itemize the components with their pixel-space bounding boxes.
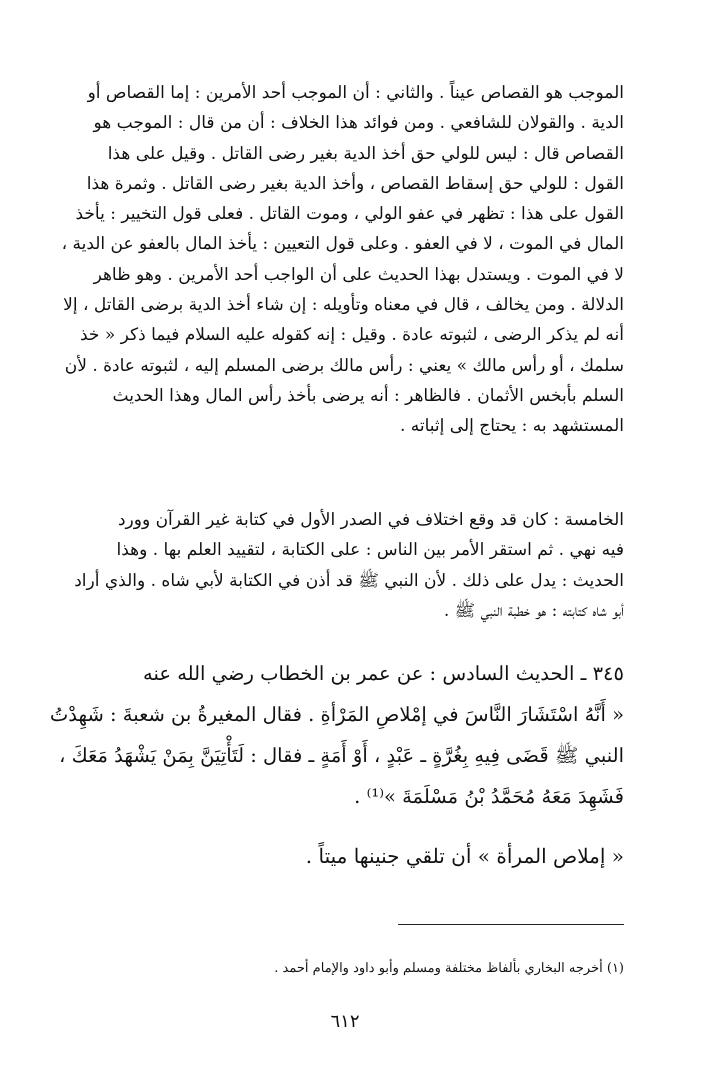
footnote-line: (١) أخرجه البخاري بألفاظ مختلفة ومسلم وأبو داود والإمام أحمد . (274, 961, 624, 976)
text-line: المال في الموت ، لا في العفو . وعلى قول التعيين : يأخذ المال بالعفو عن الدية ، (61, 234, 624, 255)
text-line: أبو شاه كتابته : هو خطبة النبي ﷺ . (443, 600, 624, 621)
gloss-paragraph (48, 836, 624, 876)
text-line: الموجب هو القصاص عيناً . والثاني : أن الموجب أحد الأمرين : إما القصاص أو (87, 83, 624, 103)
text-line: سلمك ، أو رأس مالك » يعني : رأس مالك برضى المسلم إليه ، لثبوته عادة . لأن (64, 355, 624, 376)
text-line: القول : للولي حق إسقاط القصاص ، وأخذ الدية بغير رضى القاتل . وثمرة هذا (86, 173, 624, 194)
footnote-divider (398, 924, 624, 925)
text-line: القصاص قال : ليس للولي حق أخذ الدية بغير رضى القاتل . وقيل على هذا (107, 143, 624, 164)
text-line: الدلالة . ومن يخالف ، قال في معناه وتأويله : إن شاء أخذ الدية برضى القاتل ، إلا (63, 295, 624, 316)
gloss-line: « إملاص المرأة » أن تلقي جنينها ميتاً . (305, 844, 624, 868)
text-line: المستشهد به : يحتاج إلى إثباته . (399, 416, 624, 437)
text-line: لا في الموت . ويستدل بهذا الحديث على أن الواجب أحد الأمرين . وهو ظاهر (93, 264, 624, 285)
page-number: ٦١٢ (330, 1011, 360, 1032)
text-line: أنه لم يذكر الرضى ، لثبوته عادة . وقيل : إنه كقوله عليه السلام فيما ذكر « خذ (80, 325, 624, 346)
text-line: القول على هذا : تظهر في عفو الولي ، وموت القاتل . فعلى قول التخيير : يأخذ (75, 204, 624, 225)
hadith-heading: ٣٤٥ ـ الحديث السادس : عن عمر بن الخطاب رضي الله عنه (143, 662, 624, 685)
hadith-text-line: « أَنَّهُ اسْتَشَارَ النَّاسَ في إمْلاصِ المَرْأةِ . فقال المغيرةُ بن شعبةَ : شَهِدْتُ (49, 703, 624, 726)
hadith-345 (48, 653, 624, 817)
text-line: فيه نهي . ثم استقر الأمر بين الناس : على الكتابة ، لتقييد العلم بها . وهذا (116, 540, 624, 561)
hadith-text-line: النبي ﷺ قَضَى فِيهِ بِغُرَّةٍ ـ عَبْدٍ ، أَوْ أَمَةٍ ـ فقال : لَتَأْتِيَنَّ بِمَنْ يَشْهَدُ مَعَكَ ، (59, 744, 624, 767)
text-line: الخامسة : كان قد وقع اختلاف في الصدر الأول في كتابة غير القرآن وورد (117, 510, 624, 530)
commentary-paragraph (48, 78, 624, 442)
footnote (48, 958, 624, 980)
hadith-text-line: فَشَهِدَ مَعَهُ مُحَمَّدُ بْنُ مَسْلَمَةَ »⁽¹⁾ . (354, 785, 624, 808)
text-line: الحديث : يدل على ذلك . لأن النبي ﷺ قد أذن في الكتابة لأبي شاه . والذي أراد (74, 570, 624, 591)
text-line: السلم بأبخس الأثمان . فالظاهر : أنه يرضى بأخذ رأس المال وهذا الحديث (112, 385, 624, 406)
fifth-point-paragraph (48, 505, 624, 626)
text-line: الدية . والقولان للشافعي . ومن فوائد هذا الخلاف : أن من قال : الموجب هو (93, 113, 624, 134)
